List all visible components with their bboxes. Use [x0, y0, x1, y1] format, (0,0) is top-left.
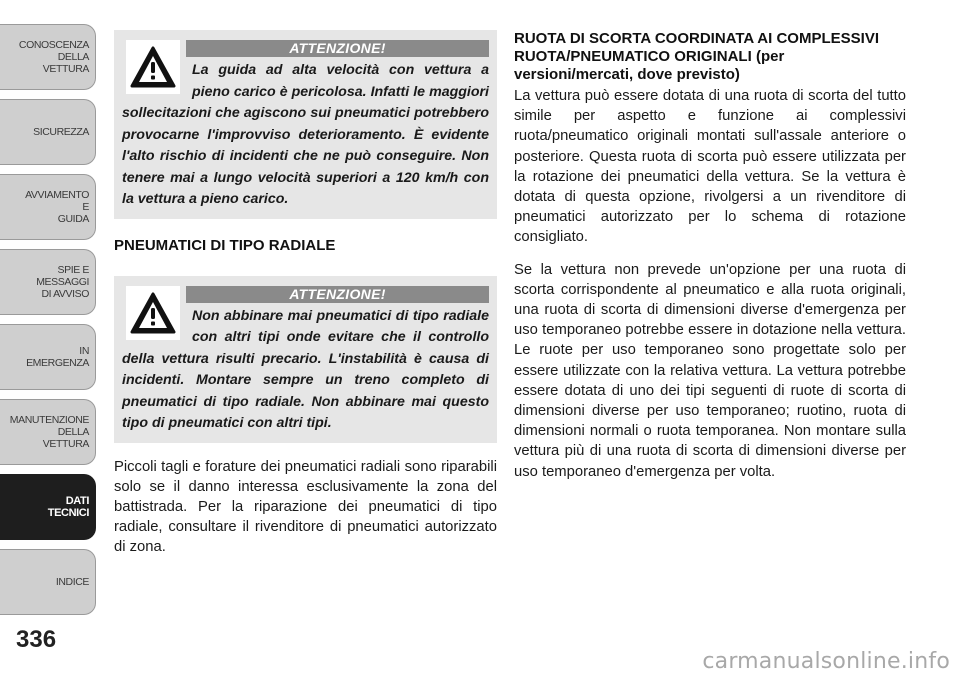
spare-wheel-title-suffix: (per versioni/mercati, dove previsto) — [514, 48, 785, 83]
warning-triangle-icon — [126, 40, 180, 94]
spare-wheel-title — [514, 30, 906, 84]
warning-text: Non abbinare mai pneumatici di tipo radiale con altri tipi onde evitare che il controllo della vettura risulti precario. L'instabilità è causa di incidenti. Montare sempre un treno completo di pneumatici di tipo radiale. Non abbinare mai questo tipo di pneumatici con altri tipi. — [122, 307, 489, 431]
tab-avviamento-e-guida[interactable] — [0, 174, 96, 240]
radial-repair-paragraph: Piccoli tagli e forature dei pneumatici radiali sono riparabili solo se il danno interessa esclusivamente la zona del battistrada. Per la riparazione dei pneumatici di tipo radiale, consultare il rivenditore di pneumatici autorizzato di zona. — [114, 458, 497, 556]
page-number: 336 — [16, 626, 57, 653]
tab-manutenzione-della-vettura[interactable] — [0, 399, 96, 465]
left-column — [114, 30, 497, 570]
spare-wheel-paragraph-2: Se la vettura non prevede un'opzione per una ruota di scorta corrispondente al pneumatico e alla ruota originali, una ruota di scorta di dimensioni diverse d'emergenza per uso temporaneo potrebbe essere in dotazione nella vettura. Le ruote per uso temporaneo sono progettate solo per essere utilizzate con la relativa vettura. La vettura potrebbe essere dotata di uno dei tipi seguenti di ruote di scorta di dimensioni diverse per uso temporaneo; ruotino, ruota di dimensioni normali o ruota temporanea. Non montare sulla vettura più di una ruota di scorta di dimensioni diverse per uso temporaneo d'emergenza per volta. — [514, 261, 906, 480]
tab-spie-e-messaggi[interactable] — [0, 249, 96, 315]
tab-label: DATI TECNICI — [47, 495, 89, 519]
warning-box — [114, 30, 497, 219]
spare-wheel-paragraph-1: La vettura può essere dotata di una ruota di scorta del tutto simile per aspetto e funzione ai complessivi ruota/pneumatico originali montati sull'assale anteriore o posteriore. Questa ruota di scorta può essere utilizzata per la rotazione dei pneumatici della vettura. Se la vettura è dotata di questa opzione, rivolgersi a un rivenditore di pneumatici autorizzato per lo schema di rotazione consigliato. — [514, 88, 906, 246]
tab-label: CONOSCENZA DELLA VETTURA — [18, 39, 89, 75]
warning-heading: ATTENZIONE! — [186, 286, 489, 303]
tab-sicurezza[interactable] — [0, 99, 96, 165]
tab-label: MANUTENZIONE DELLA VETTURA — [9, 414, 89, 450]
tab-in-emergenza[interactable] — [0, 324, 96, 390]
watermark: carmanualsonline.info — [702, 649, 950, 674]
tab-label: SICUREZZA — [33, 126, 89, 138]
tab-indice[interactable] — [0, 549, 96, 615]
warning-text: La guida ad alta velocità con vettura a pieno carico è pericolosa. Infatti le maggiori sollecitazioni che agiscono sui pneumatici potrebbero provocarne l'improvviso deterioramento. È evidente l'alto rischio di incidenti che ne può conseguire. Non tenere mai a lungo velocità superiori a 120 km/h con la vettura a pieno carico. — [122, 62, 489, 207]
warning-heading: ATTENZIONE! — [186, 40, 489, 57]
warning-triangle-icon — [126, 286, 180, 340]
right-column — [514, 30, 906, 494]
section-title: PNEUMATICI DI TIPO RADIALE — [114, 236, 336, 254]
tab-dati-tecnici[interactable] — [0, 474, 96, 540]
tab-label: INDICE — [55, 576, 89, 588]
tab-conoscenza-della-vettura[interactable] — [0, 24, 96, 90]
tab-label: AVVIAMENTO E GUIDA — [25, 189, 89, 225]
spare-wheel-title-main: RUOTA DI SCORTA COORDINATA AI COMPLESSIVI RUOTA/PNEUMATICO ORIGINALI — [514, 30, 879, 65]
warning-box — [114, 276, 497, 443]
tab-label: IN EMERGENZA — [26, 345, 89, 369]
tab-label: SPIE E MESSAGGI DI AVVISO — [36, 264, 89, 300]
